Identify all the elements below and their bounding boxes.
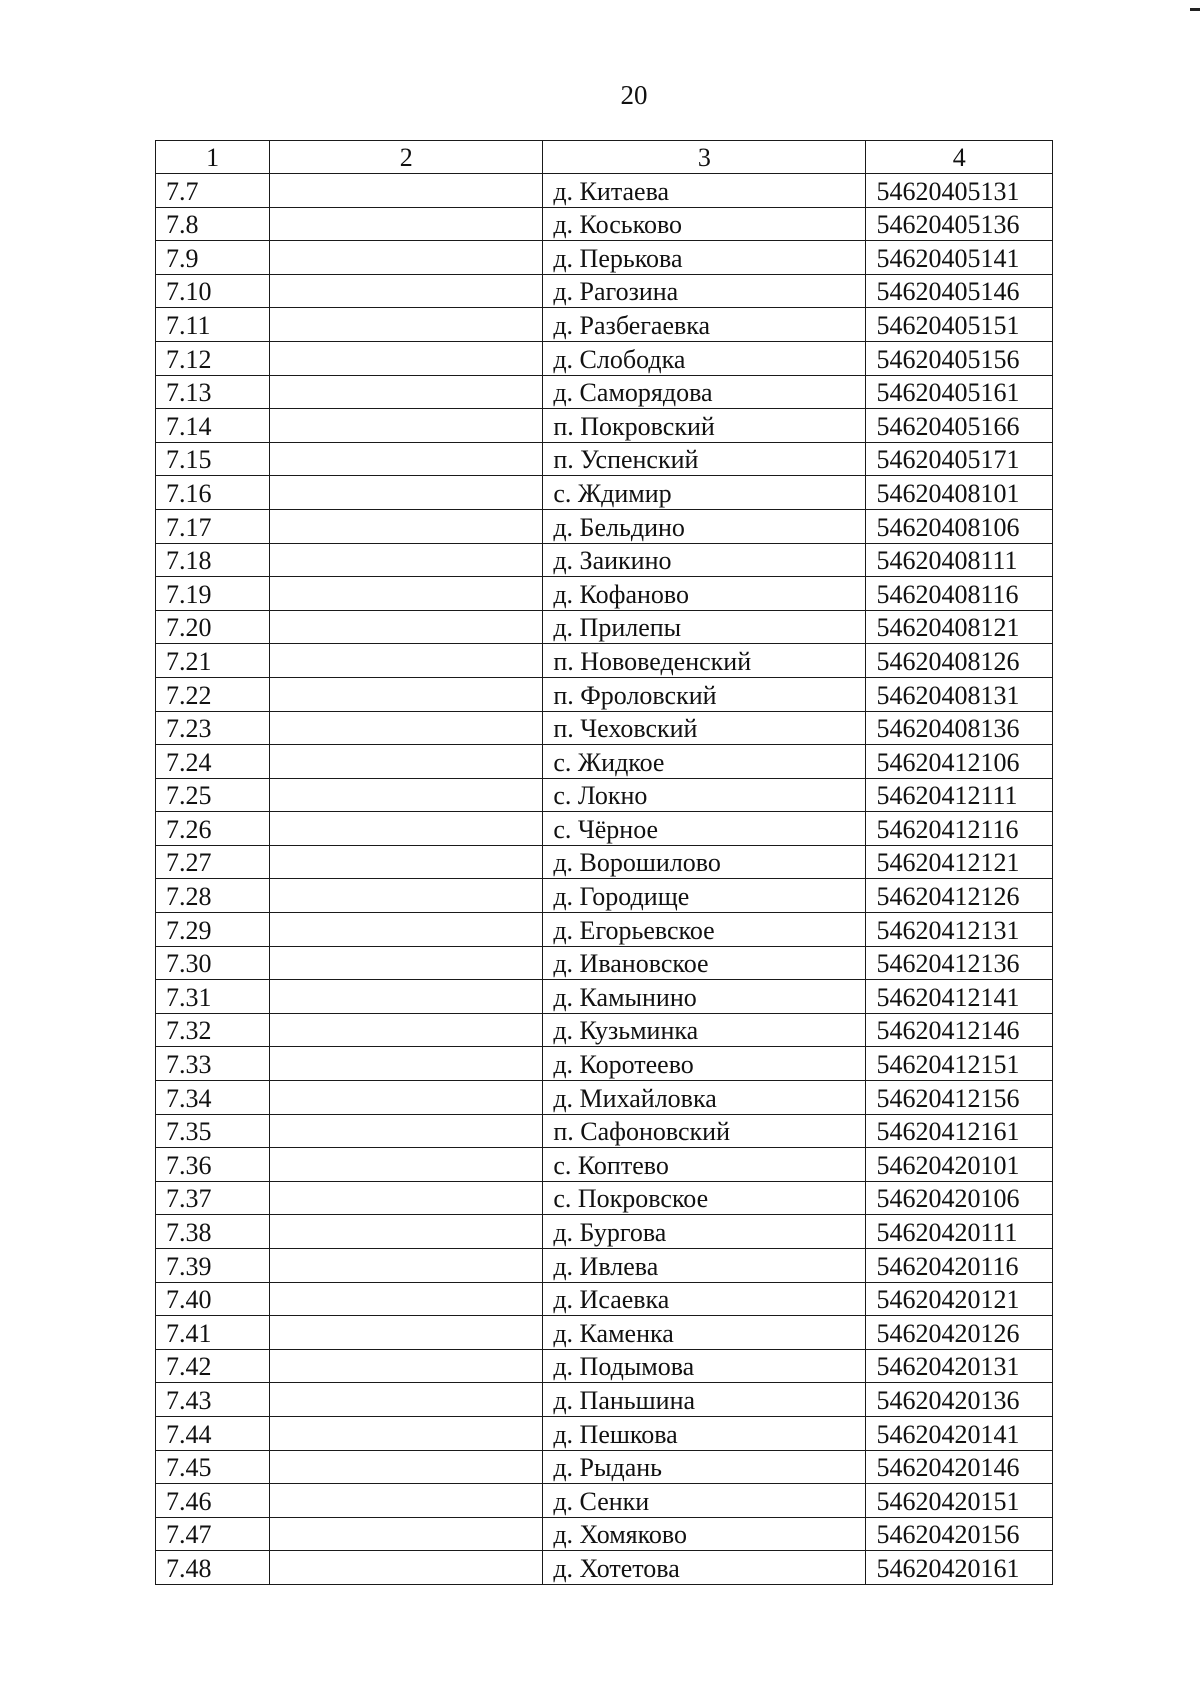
settlement-name-cell: п. Чеховский <box>543 711 866 745</box>
settlement-name-cell: д. Перькова <box>543 241 866 275</box>
row-empty-cell <box>270 1148 543 1182</box>
row-empty-cell <box>270 1517 543 1551</box>
row-empty-cell <box>270 543 543 577</box>
oktmo-code-cell: 54620405166 <box>866 409 1053 443</box>
table-body <box>156 141 1053 1585</box>
table-row <box>156 946 1053 980</box>
oktmo-code-cell: 54620420121 <box>866 1282 1053 1316</box>
row-number-cell: 7.14 <box>156 409 270 443</box>
table-row <box>156 1013 1053 1047</box>
settlement-name-cell: д. Ворошилово <box>543 845 866 879</box>
page-number: 20 <box>620 80 648 110</box>
row-empty-cell <box>270 442 543 476</box>
table-row <box>156 1383 1053 1417</box>
settlement-name-cell: с. Коптево <box>543 1148 866 1182</box>
settlement-name-cell: с. Чёрное <box>543 812 866 846</box>
settlement-name-cell: д. Хомяково <box>543 1517 866 1551</box>
table-row <box>156 476 1053 510</box>
table-row <box>156 1416 1053 1450</box>
table-row <box>156 577 1053 611</box>
settlement-name-cell: д. Рыдань <box>543 1450 866 1484</box>
oktmo-code-cell: 54620405161 <box>866 375 1053 409</box>
row-number-cell: 7.36 <box>156 1148 270 1182</box>
row-number-cell: 7.20 <box>156 610 270 644</box>
row-number-cell: 7.16 <box>156 476 270 510</box>
row-number-cell: 7.46 <box>156 1484 270 1518</box>
settlement-name-cell: п. Покровский <box>543 409 866 443</box>
table-row <box>156 1249 1053 1283</box>
table-row <box>156 509 1053 543</box>
settlement-name-cell: д. Бургова <box>543 1215 866 1249</box>
row-empty-cell <box>270 946 543 980</box>
row-number-cell: 7.21 <box>156 644 270 678</box>
settlement-name-cell: д. Камынино <box>543 980 866 1014</box>
row-number-cell: 7.18 <box>156 543 270 577</box>
row-empty-cell <box>270 174 543 208</box>
settlement-name-cell: п. Нововеденский <box>543 644 866 678</box>
oktmo-code-cell: 54620412136 <box>866 946 1053 980</box>
table-row <box>156 644 1053 678</box>
oktmo-code-cell: 54620412131 <box>866 913 1053 947</box>
table-row <box>156 879 1053 913</box>
settlement-name-cell: д. Хотетова <box>543 1551 866 1585</box>
row-number-cell: 7.10 <box>156 274 270 308</box>
row-number-cell: 7.45 <box>156 1450 270 1484</box>
row-number-cell: 7.11 <box>156 308 270 342</box>
table-row <box>156 1181 1053 1215</box>
row-number-cell: 7.9 <box>156 241 270 275</box>
table-row <box>156 1551 1053 1585</box>
column-header-4: 4 <box>866 141 1053 174</box>
row-empty-cell <box>270 1181 543 1215</box>
oktmo-code-cell: 54620408131 <box>866 677 1053 711</box>
oktmo-code-cell: 54620405141 <box>866 241 1053 275</box>
row-empty-cell <box>270 577 543 611</box>
settlement-name-cell: д. Исаевка <box>543 1282 866 1316</box>
table-row <box>156 1114 1053 1148</box>
row-number-cell: 7.42 <box>156 1349 270 1383</box>
row-empty-cell <box>270 1484 543 1518</box>
row-empty-cell <box>270 509 543 543</box>
row-empty-cell <box>270 1114 543 1148</box>
row-number-cell: 7.29 <box>156 913 270 947</box>
row-number-cell: 7.32 <box>156 1013 270 1047</box>
settlement-name-cell: д. Ивлева <box>543 1249 866 1283</box>
oktmo-code-cell: 54620412146 <box>866 1013 1053 1047</box>
row-number-cell: 7.19 <box>156 577 270 611</box>
row-empty-cell <box>270 745 543 779</box>
column-header-3: 3 <box>543 141 866 174</box>
oktmo-code-cell: 54620405136 <box>866 207 1053 241</box>
table-row <box>156 1047 1053 1081</box>
table-row <box>156 778 1053 812</box>
settlement-name-cell: д. Михайловка <box>543 1081 866 1115</box>
table-row <box>156 241 1053 275</box>
row-number-cell: 7.31 <box>156 980 270 1014</box>
table-row <box>156 274 1053 308</box>
row-number-cell: 7.34 <box>156 1081 270 1115</box>
oktmo-code-cell: 54620412151 <box>866 1047 1053 1081</box>
row-empty-cell <box>270 980 543 1014</box>
settlement-name-cell: д. Разбегаевка <box>543 308 866 342</box>
oktmo-code-cell: 54620420141 <box>866 1416 1053 1450</box>
table-row <box>156 207 1053 241</box>
settlement-name-cell: д. Слободка <box>543 341 866 375</box>
settlement-name-cell: с. Ждимир <box>543 476 866 510</box>
row-empty-cell <box>270 1316 543 1350</box>
row-empty-cell <box>270 1551 543 1585</box>
settlement-name-cell: д. Подымова <box>543 1349 866 1383</box>
settlement-name-cell: с. Локно <box>543 778 866 812</box>
oktmo-code-cell: 54620412121 <box>866 845 1053 879</box>
oktmo-code-cell: 54620408106 <box>866 509 1053 543</box>
settlement-name-cell: д. Ивановское <box>543 946 866 980</box>
table-row <box>156 174 1053 208</box>
oktmo-code-cell: 54620420101 <box>866 1148 1053 1182</box>
row-number-cell: 7.35 <box>156 1114 270 1148</box>
table-row <box>156 1081 1053 1115</box>
settlement-name-cell: д. Кузьминка <box>543 1013 866 1047</box>
oktmo-code-cell: 54620420156 <box>866 1517 1053 1551</box>
row-empty-cell <box>270 677 543 711</box>
row-empty-cell <box>270 1450 543 1484</box>
oktmo-code-cell: 54620420131 <box>866 1349 1053 1383</box>
settlement-name-cell: д. Прилепы <box>543 610 866 644</box>
oktmo-code-cell: 54620420106 <box>866 1181 1053 1215</box>
settlement-name-cell: д. Рагозина <box>543 274 866 308</box>
settlement-name-cell: п. Успенский <box>543 442 866 476</box>
oktmo-code-cell: 54620408101 <box>866 476 1053 510</box>
settlement-name-cell: д. Каменка <box>543 1316 866 1350</box>
row-empty-cell <box>270 476 543 510</box>
oktmo-code-cell: 54620405151 <box>866 308 1053 342</box>
row-empty-cell <box>270 812 543 846</box>
row-empty-cell <box>270 1047 543 1081</box>
table-row <box>156 913 1053 947</box>
table-row <box>156 610 1053 644</box>
row-number-cell: 7.48 <box>156 1551 270 1585</box>
table-row <box>156 1450 1053 1484</box>
settlement-name-cell: д. Коськово <box>543 207 866 241</box>
settlement-name-cell: д. Пешкова <box>543 1416 866 1450</box>
row-number-cell: 7.38 <box>156 1215 270 1249</box>
row-number-cell: 7.8 <box>156 207 270 241</box>
oktmo-code-cell: 54620420126 <box>866 1316 1053 1350</box>
row-number-cell: 7.23 <box>156 711 270 745</box>
table-row <box>156 543 1053 577</box>
row-number-cell: 7.39 <box>156 1249 270 1283</box>
row-number-cell: 7.13 <box>156 375 270 409</box>
table-row <box>156 677 1053 711</box>
row-number-cell: 7.24 <box>156 745 270 779</box>
row-empty-cell <box>270 207 543 241</box>
row-empty-cell <box>270 341 543 375</box>
row-number-cell: 7.25 <box>156 778 270 812</box>
oktmo-code-cell: 54620412116 <box>866 812 1053 846</box>
settlement-name-cell: д. Сенки <box>543 1484 866 1518</box>
table-row <box>156 442 1053 476</box>
oktmo-code-cell: 54620412106 <box>866 745 1053 779</box>
settlement-name-cell: д. Кофаново <box>543 577 866 611</box>
settlement-name-cell: с. Покровское <box>543 1181 866 1215</box>
table-row <box>156 341 1053 375</box>
oktmo-code-cell: 54620405156 <box>866 341 1053 375</box>
row-number-cell: 7.22 <box>156 677 270 711</box>
row-number-cell: 7.12 <box>156 341 270 375</box>
oktmo-code-cell: 54620412141 <box>866 980 1053 1014</box>
row-number-cell: 7.44 <box>156 1416 270 1450</box>
oktmo-code-cell: 54620420136 <box>866 1383 1053 1417</box>
oktmo-code-cell: 54620405171 <box>866 442 1053 476</box>
oktmo-code-cell: 54620412156 <box>866 1081 1053 1115</box>
row-empty-cell <box>270 1081 543 1115</box>
table-row <box>156 1517 1053 1551</box>
settlement-name-cell: п. Фроловский <box>543 677 866 711</box>
oktmo-code-cell: 54620405131 <box>866 174 1053 208</box>
settlements-table <box>155 140 1053 1585</box>
column-header-2: 2 <box>270 141 543 174</box>
oktmo-code-cell: 54620408111 <box>866 543 1053 577</box>
settlement-name-cell: д. Заикино <box>543 543 866 577</box>
settlement-name-cell: д. Китаева <box>543 174 866 208</box>
scan-edge-mark <box>1190 8 1200 11</box>
row-number-cell: 7.27 <box>156 845 270 879</box>
row-number-cell: 7.43 <box>156 1383 270 1417</box>
settlement-name-cell: д. Городище <box>543 879 866 913</box>
settlement-name-cell: д. Коротеево <box>543 1047 866 1081</box>
oktmo-code-cell: 54620408121 <box>866 610 1053 644</box>
oktmo-code-cell: 54620420146 <box>866 1450 1053 1484</box>
oktmo-code-cell: 54620420111 <box>866 1215 1053 1249</box>
oktmo-code-cell: 54620408136 <box>866 711 1053 745</box>
settlement-name-cell: д. Паньшина <box>543 1383 866 1417</box>
settlement-name-cell: д. Егорьевское <box>543 913 866 947</box>
table-row <box>156 1349 1053 1383</box>
table-row <box>156 409 1053 443</box>
row-empty-cell <box>270 610 543 644</box>
oktmo-code-cell: 54620420116 <box>866 1249 1053 1283</box>
table-row <box>156 375 1053 409</box>
settlement-name-cell: д. Бельдино <box>543 509 866 543</box>
row-number-cell: 7.26 <box>156 812 270 846</box>
row-number-cell: 7.47 <box>156 1517 270 1551</box>
row-empty-cell <box>270 1383 543 1417</box>
oktmo-code-cell: 54620408126 <box>866 644 1053 678</box>
settlement-name-cell: д. Саморядова <box>543 375 866 409</box>
row-empty-cell <box>270 1282 543 1316</box>
row-empty-cell <box>270 274 543 308</box>
row-number-cell: 7.37 <box>156 1181 270 1215</box>
oktmo-code-cell: 54620408116 <box>866 577 1053 611</box>
settlement-name-cell: с. Жидкое <box>543 745 866 779</box>
row-number-cell: 7.28 <box>156 879 270 913</box>
row-empty-cell <box>270 778 543 812</box>
table-row <box>156 1148 1053 1182</box>
row-empty-cell <box>270 845 543 879</box>
row-empty-cell <box>270 1215 543 1249</box>
table-row <box>156 1282 1053 1316</box>
row-empty-cell <box>270 644 543 678</box>
row-empty-cell <box>270 879 543 913</box>
row-empty-cell <box>270 1349 543 1383</box>
row-empty-cell <box>270 1249 543 1283</box>
row-empty-cell <box>270 375 543 409</box>
settlement-name-cell: п. Сафоновский <box>543 1114 866 1148</box>
row-empty-cell <box>270 913 543 947</box>
row-number-cell: 7.40 <box>156 1282 270 1316</box>
row-empty-cell <box>270 308 543 342</box>
row-empty-cell <box>270 1416 543 1450</box>
row-empty-cell <box>270 241 543 275</box>
table-row <box>156 1484 1053 1518</box>
row-empty-cell <box>270 711 543 745</box>
oktmo-code-cell: 54620420151 <box>866 1484 1053 1518</box>
oktmo-code-cell: 54620405146 <box>866 274 1053 308</box>
row-number-cell: 7.15 <box>156 442 270 476</box>
table-row <box>156 1316 1053 1350</box>
row-empty-cell <box>270 1013 543 1047</box>
row-number-cell: 7.33 <box>156 1047 270 1081</box>
row-number-cell: 7.41 <box>156 1316 270 1350</box>
table-row <box>156 711 1053 745</box>
table-row <box>156 308 1053 342</box>
row-number-cell: 7.7 <box>156 174 270 208</box>
table-header-row <box>156 141 1053 174</box>
oktmo-code-cell: 54620412126 <box>866 879 1053 913</box>
oktmo-code-cell: 54620420161 <box>866 1551 1053 1585</box>
row-number-cell: 7.17 <box>156 509 270 543</box>
row-number-cell: 7.30 <box>156 946 270 980</box>
table-row <box>156 1215 1053 1249</box>
table-row <box>156 980 1053 1014</box>
table-row <box>156 745 1053 779</box>
oktmo-code-cell: 54620412111 <box>866 778 1053 812</box>
column-header-1: 1 <box>156 141 270 174</box>
table-row <box>156 812 1053 846</box>
oktmo-code-cell: 54620412161 <box>866 1114 1053 1148</box>
row-empty-cell <box>270 409 543 443</box>
table-row <box>156 845 1053 879</box>
